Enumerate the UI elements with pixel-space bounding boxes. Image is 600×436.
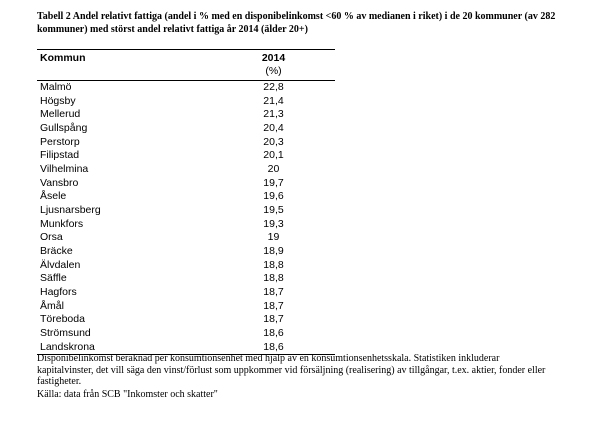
table-row <box>37 327 335 341</box>
table-row <box>37 272 335 286</box>
cell-kommun: Ljusnarsberg <box>40 204 101 217</box>
table-row <box>37 245 335 259</box>
table-body <box>37 81 335 354</box>
table-header <box>37 50 335 81</box>
cell-value: 19,7 <box>263 176 284 189</box>
cell-kommun: Töreboda <box>40 313 85 326</box>
cell-value: 20 <box>267 163 280 176</box>
table-row <box>37 163 335 177</box>
cell-value: 18,7 <box>263 313 284 326</box>
cell-value: 18,7 <box>263 299 284 312</box>
cell-kommun: Vilhelmina <box>40 163 89 176</box>
table-row <box>37 218 335 232</box>
table-row <box>37 122 335 136</box>
table-row <box>37 231 335 245</box>
cell-value: 22,8 <box>263 81 284 93</box>
footnote: Disponibelinkomst beräknad per konsumtionsenhet med hjälp av en konsumtionsenhetsskala. Statistiken inkluderar kapitalvinster, det vill säga den vinst/förlust som uppkommer vid försäljning (realisering) av tillgångar, t.ex. aktier, fonder eller fastigheter. <box>37 353 546 388</box>
table-row <box>37 313 335 327</box>
source-note: Källa: data från SCB "Inkomster och skatter" <box>37 389 218 400</box>
cell-kommun: Högsby <box>40 94 76 107</box>
header-year-label: 2014 <box>261 52 286 64</box>
cell-value: 18,6 <box>263 327 284 340</box>
table-row <box>37 95 335 109</box>
table-caption: Tabell 2 Andel relativt fattiga (andel i % med en disponibelinkomst <60 % av medianen i riket) i de 20 kommuner (av 282 kommuner) med störst andel relativt fattiga år 2014 (älder 20+) <box>37 11 556 35</box>
cell-value: 19,3 <box>263 217 284 230</box>
header-kommun: Kommun <box>40 52 86 64</box>
cell-value: 20,3 <box>263 135 284 148</box>
table-row <box>37 136 335 150</box>
cell-value: 21,3 <box>263 108 284 121</box>
table-row <box>37 177 335 191</box>
cell-kommun: Mellerud <box>40 108 81 121</box>
cell-value: 19,6 <box>263 190 284 203</box>
table-row <box>37 149 335 163</box>
cell-value: 21,4 <box>263 94 284 107</box>
cell-kommun: Landskrona <box>40 340 95 353</box>
cell-kommun: Åmål <box>40 299 64 312</box>
cell-kommun: Bräcke <box>40 245 73 258</box>
cell-kommun: Filipstad <box>40 149 80 162</box>
cell-kommun: Munkfors <box>40 217 84 230</box>
cell-kommun: Åsele <box>40 190 67 203</box>
cell-kommun: Säffle <box>40 272 67 285</box>
cell-kommun: Älvdalen <box>40 258 81 271</box>
cell-value: 20,4 <box>263 122 284 135</box>
table-row <box>37 190 335 204</box>
cell-kommun: Strömsund <box>40 327 91 340</box>
cell-kommun: Perstorp <box>40 135 80 148</box>
table-row <box>37 300 335 314</box>
cell-value: 18,7 <box>263 286 284 299</box>
table-row <box>37 259 335 273</box>
table-row <box>37 108 335 122</box>
cell-value: 20,1 <box>263 149 284 162</box>
table-row <box>37 81 335 95</box>
cell-kommun: Malmö <box>40 81 72 93</box>
cell-value: 19 <box>267 231 280 244</box>
cell-value: 19,5 <box>263 204 284 217</box>
cell-kommun: Gullspång <box>40 122 88 135</box>
header-unit: (%) <box>265 65 282 77</box>
cell-value: 18,8 <box>263 272 284 285</box>
cell-value: 18,9 <box>263 245 284 258</box>
header-year <box>212 50 335 80</box>
cell-value: 18,6 <box>263 340 284 353</box>
cell-value: 18,8 <box>263 258 284 271</box>
cell-kommun: Orsa <box>40 231 63 244</box>
cell-kommun: Hagfors <box>40 286 77 299</box>
table-row <box>37 204 335 218</box>
cell-kommun: Vansbro <box>40 176 79 189</box>
poverty-table <box>37 49 335 355</box>
table-row <box>37 286 335 300</box>
